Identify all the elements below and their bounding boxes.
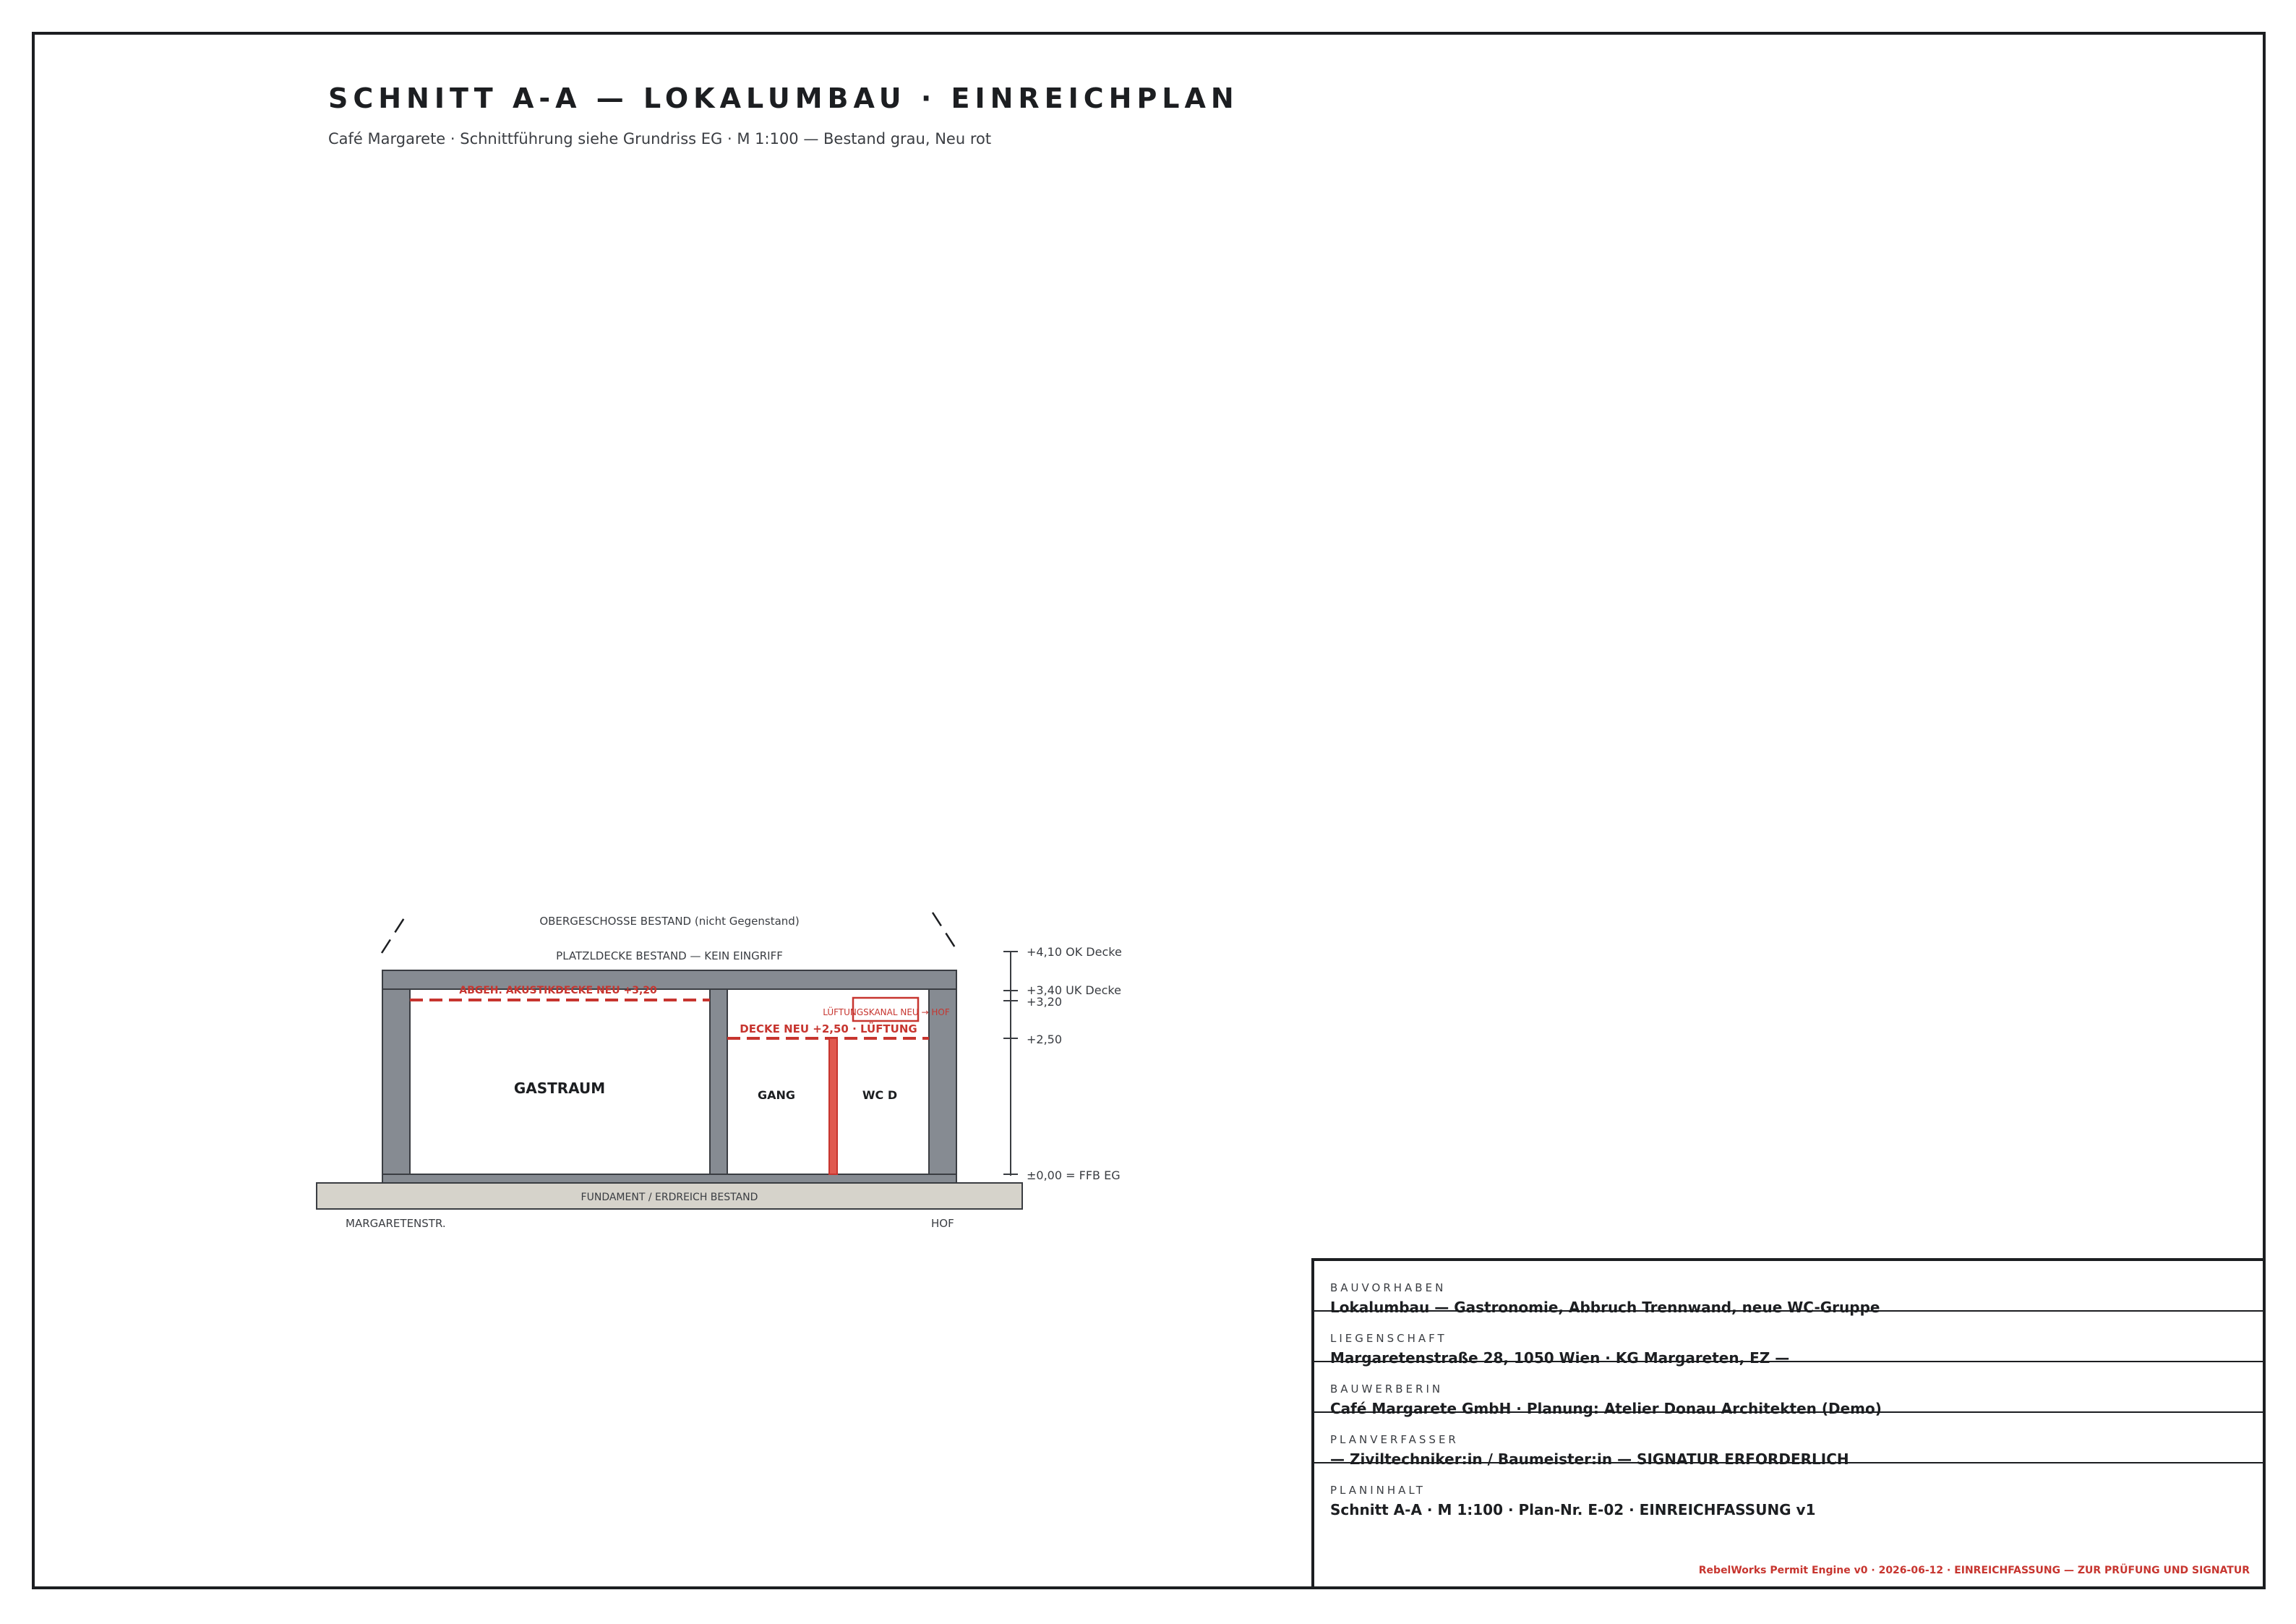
- acoustic-ceiling-label: ABGEH. AKUSTIKDECKE NEU +3,20: [459, 985, 657, 996]
- room-gang: GANG: [757, 1088, 796, 1102]
- room-gastraum: GASTRAUM: [513, 1080, 606, 1097]
- wall-middle-existing: [710, 989, 727, 1174]
- room-wc: WC D: [862, 1088, 898, 1102]
- level-label-320: +3,20: [1027, 995, 1063, 1009]
- title-block-value: Café Margarete GmbH · Planung: Atelier Donau Architekten (Demo): [1330, 1400, 1882, 1417]
- level-label-uk-decke: +3,40 UK Decke: [1027, 983, 1121, 997]
- title-block-label: BAUWERBERIN: [1330, 1382, 1444, 1396]
- ceiling-new-label: DECKE NEU +2,50 · LÜFTUNG: [740, 1022, 917, 1035]
- title-block-value: Schnitt A-A · M 1:100 · Plan-Nr. E-02 · EINREICHFASSUNG v1: [1330, 1501, 1816, 1518]
- upper-floor-hint-right: [933, 913, 959, 953]
- street-label-right: HOF: [931, 1217, 954, 1230]
- title-block-row-planinhalt: [1314, 1463, 2266, 1518]
- title-block: [1311, 1258, 2266, 1589]
- title-block-label: BAUVORHABEN: [1330, 1281, 1447, 1294]
- title-block-value: Lokalumbau — Gastronomie, Abbruch Trennwand, neue WC-Gruppe: [1330, 1299, 1880, 1316]
- title-block-row-bauvorhaben: [1314, 1261, 2266, 1316]
- title-block-value: Margaretenstraße 28, 1050 Wien · KG Margareten, EZ —: [1330, 1349, 1790, 1367]
- ventilation-duct-label: LÜFTUNGSKANAL NEU → HOF: [823, 1007, 950, 1017]
- title-block-footer: RebelWorks Permit Engine v0 · 2026-06-12 · EINREICHFASSUNG — ZUR PRÜFUNG UND SIGNATUR: [1698, 1565, 2250, 1576]
- title-block-row-bauwerberin: [1314, 1362, 2266, 1417]
- title-block-row-liegenschaft: [1314, 1312, 2266, 1367]
- drawing-title: SCHNITT A-A — LOKALUMBAU · EINREICHPLAN: [328, 82, 1239, 114]
- title-block-row-planverfasser: [1314, 1413, 2266, 1468]
- drawing-subtitle: Café Margarete · Schnittführung siehe Grundriss EG · M 1:100 — Bestand grau, Neu rot: [328, 130, 992, 148]
- wc-partition-wall-new: [829, 1038, 837, 1174]
- street-label-left: MARGARETENSTR.: [346, 1217, 446, 1230]
- title-block-value: — Ziviltechniker:in / Baumeister:in — SIGNATUR ERFORDERLICH: [1330, 1450, 1849, 1468]
- title-block-label: LIEGENSCHAFT: [1330, 1332, 1447, 1345]
- upper-floors-note: OBERGESCHOSSE BESTAND (nicht Gegenstand): [539, 915, 800, 928]
- level-label-250: +2,50: [1027, 1033, 1063, 1046]
- foundation-label: FUNDAMENT / ERDREICH BESTAND: [581, 1192, 758, 1203]
- upper-floor-hint-left: [382, 913, 408, 953]
- title-block-label: PLANVERFASSER: [1330, 1433, 1459, 1446]
- level-label-ok-decke: +4,10 OK Decke: [1027, 945, 1122, 959]
- title-block-label: PLANINHALT: [1330, 1484, 1426, 1497]
- level-label-ffb: ±0,00 = FFB EG: [1027, 1168, 1121, 1182]
- slab-note: PLATZLDECKE BESTAND — KEIN EINGRIFF: [556, 949, 783, 962]
- wall-left-existing: [382, 989, 410, 1174]
- floor-slab-existing: [382, 1174, 956, 1183]
